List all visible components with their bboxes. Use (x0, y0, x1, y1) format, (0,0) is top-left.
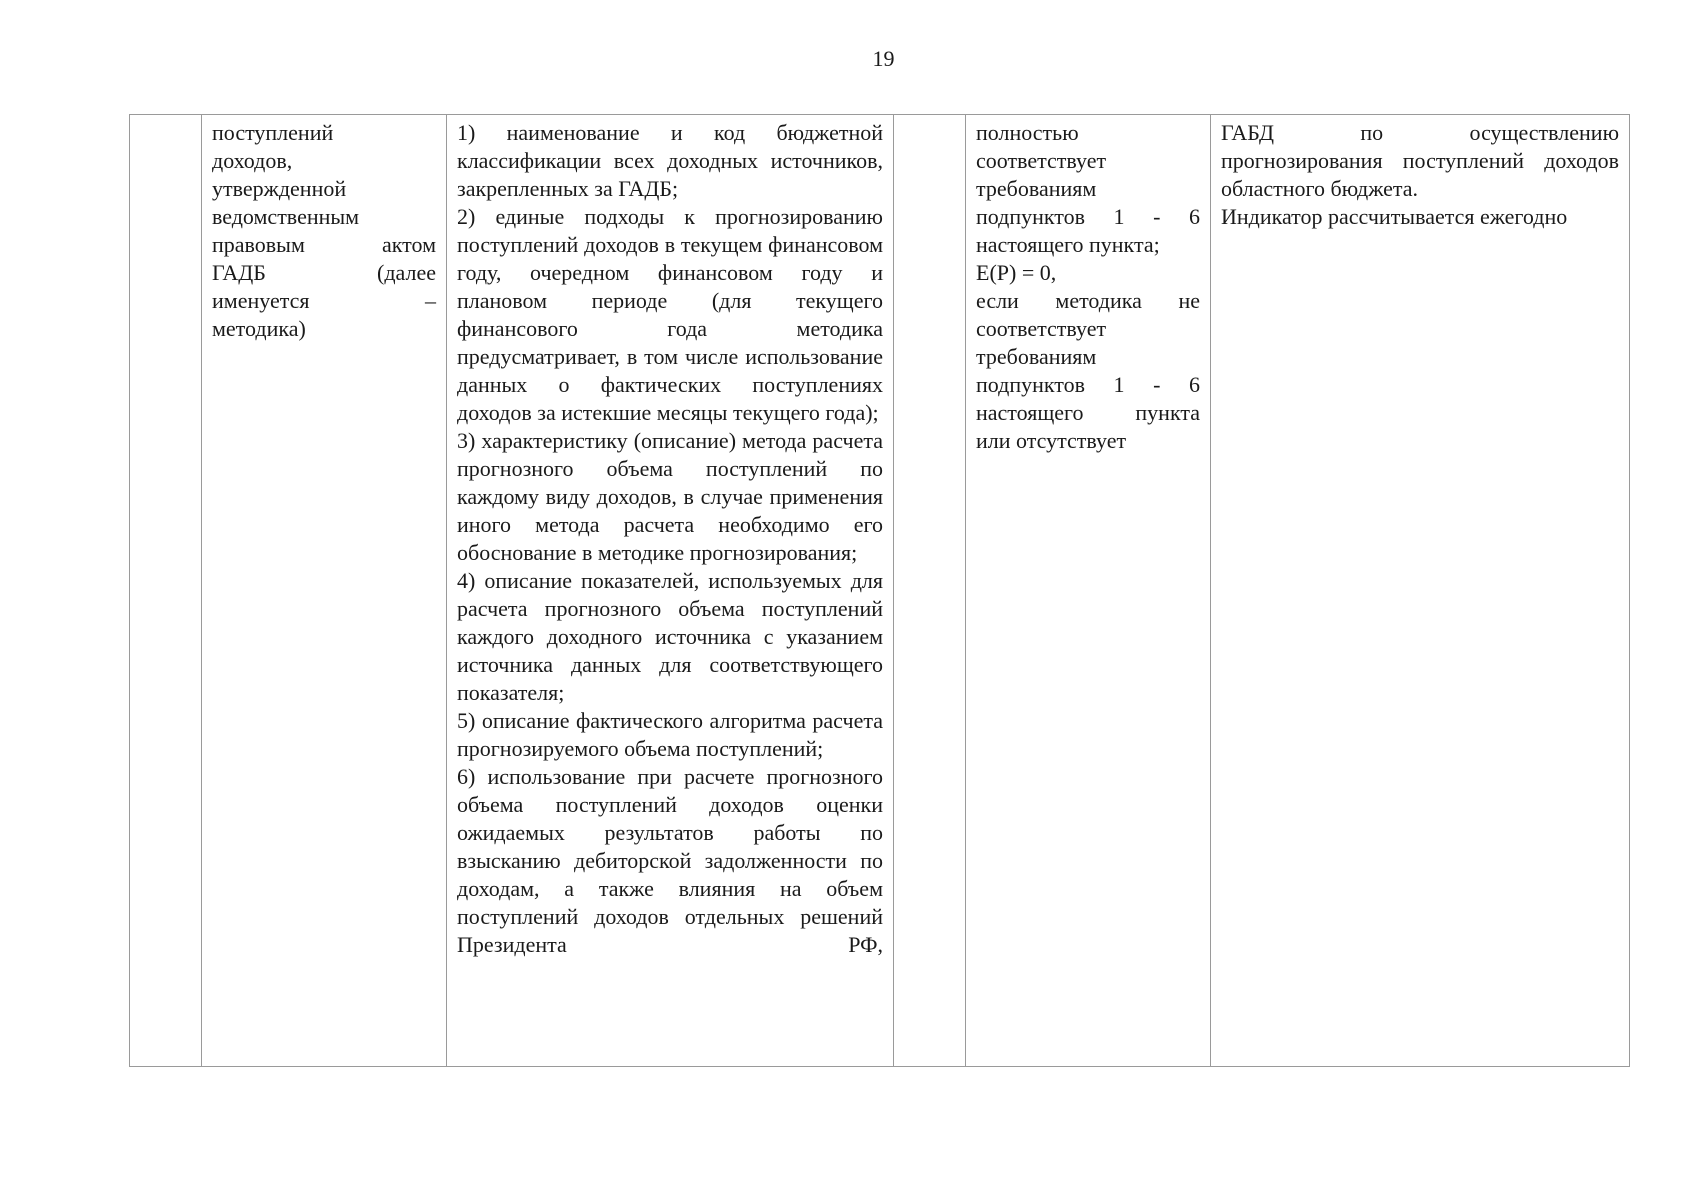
text-line: соответствует (976, 148, 1107, 173)
text-line: полностью (976, 120, 1079, 145)
cell-indicator-name (202, 115, 447, 1067)
text-line: ГАДБ (далее (212, 260, 436, 285)
text-line: именуется – (212, 288, 436, 313)
requirement-item: 1) наименование и код бюджетной классификации всех доходных источников, закрепленных за ГАДБ; (457, 120, 883, 201)
text-line: соответствует (976, 316, 1107, 341)
requirement-item: 5) описание фактического алгоритма расчета прогнозируемого объема поступлений; (457, 708, 883, 761)
indicator-table (129, 114, 1630, 1067)
cell-comment (1211, 115, 1630, 1067)
text-line: утвержденной (212, 176, 347, 201)
requirement-item: 2) единые подходы к прогнозированию поступлений доходов в текущем финансовом году, очередном финансовом году и плановом периоде (для текущего финансового года методика предусматривает, в том числе использование данных о фактических поступлениях доходов за истекшие месяцы текущего года); (457, 204, 883, 425)
cell-number (130, 115, 202, 1067)
text-line: доходов, (212, 148, 293, 173)
text-line: требованиям (976, 344, 1097, 369)
text-line: методика) (212, 316, 306, 341)
text-line: требованиям (976, 176, 1097, 201)
text-line: или отсутствует (976, 428, 1127, 453)
requirement-item: 3) характеристику (описание) метода расчета прогнозного объема поступлений по каждому виду доходов, в случае применения иного метода расчета необходимо его обоснование в методике прогнозирования; (457, 428, 883, 565)
text-line: подпунктов 1 - 6 (976, 204, 1200, 229)
table-row (130, 115, 1630, 1067)
text-line: поступлений (212, 120, 334, 145)
text-line: E(P) = 0, (976, 260, 1057, 285)
comment-text: ГАБД по осуществлению прогнозирования поступлений доходов областного бюджета. (1221, 120, 1619, 201)
cell-evaluation (966, 115, 1211, 1067)
text-line: если методика не (976, 288, 1200, 313)
requirement-item: 4) описание показателей, используемых для расчета прогнозного объема поступлений каждого доходного источника с указанием источника данных для соответствующего показателя; (457, 568, 883, 705)
text-line: настоящего пункта (976, 400, 1200, 425)
text-line: ведомственным (212, 204, 360, 229)
page-number: 19 (872, 46, 895, 71)
text-line: настоящего пункта; (976, 232, 1160, 257)
text-line: подпунктов 1 - 6 (976, 372, 1200, 397)
comment-text: Индикатор рассчитывается ежегодно (1221, 204, 1568, 229)
cell-empty (894, 115, 966, 1067)
requirement-item: 6) использование при расчете прогнозного объема поступлений доходов оценки ожидаемых результатов работы по взысканию дебиторской задолженности по доходам, а также влияния на объем поступлений доходов отдельных решений Президента РФ, (457, 764, 883, 957)
text-line: правовым актом (212, 232, 436, 257)
cell-methodology-requirements (447, 115, 894, 1067)
